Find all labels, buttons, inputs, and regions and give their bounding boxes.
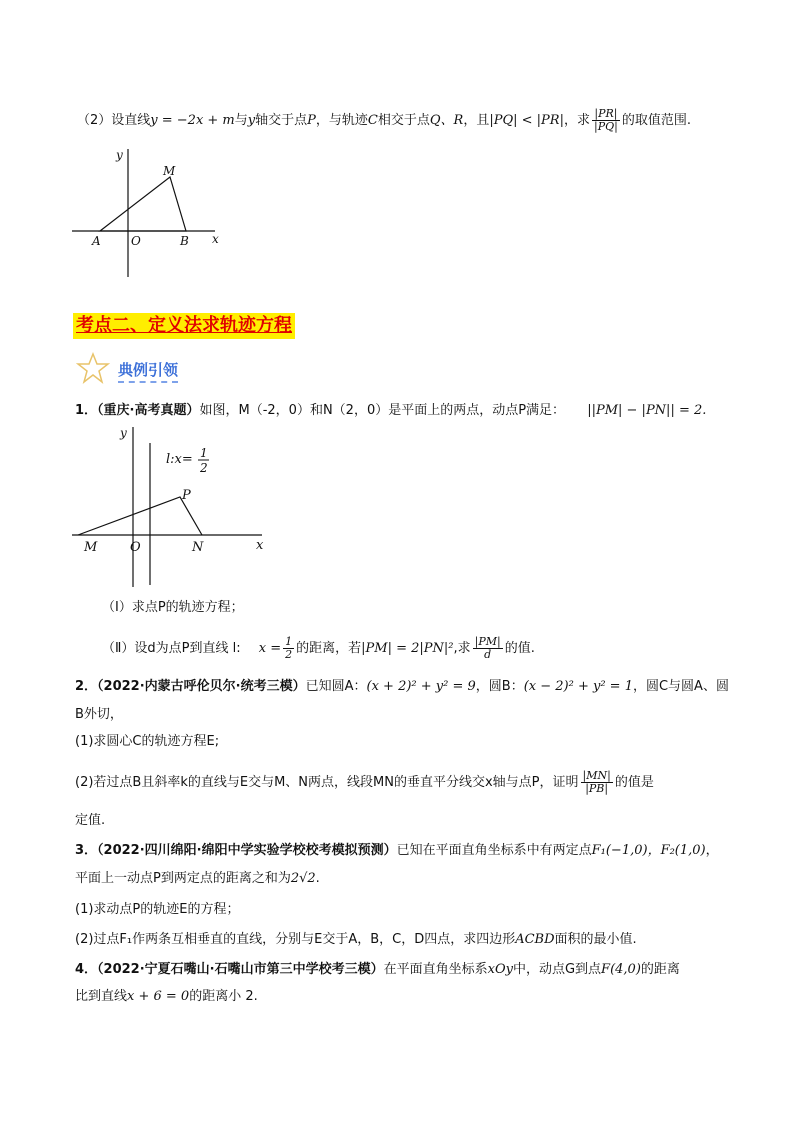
figure-triangle-amb [70,145,230,280]
label-O: O [130,540,141,555]
text: 比到直线 [75,989,128,1004]
denominator: |PB| [585,782,609,795]
label-O: O [131,234,141,248]
text: 平面上一动点P到两定点的距离之和为 [75,871,291,886]
math: P [307,113,316,128]
label-P: P [182,488,191,503]
math [581,770,613,795]
q4-line1 [75,961,680,979]
math: xOy [487,962,513,977]
q2-source: （2022·内蒙古呼伦贝尔·统考三模） [97,679,306,694]
text: ，且 [463,113,490,128]
q1-source: （重庆·高考真题） [97,403,200,418]
numerator: |PM| [474,635,501,648]
label-x: x [212,232,219,246]
triangle [100,177,186,231]
math [473,636,503,661]
denominator: |PQ| [594,120,618,133]
text: 面积的最小值. [554,932,637,947]
q3-line1 [75,842,719,860]
example-label: 典例引领 [118,359,178,383]
part2-line [77,108,691,133]
denominator: 2 [285,648,293,661]
ratio-fraction [592,108,620,133]
q4-line2 [75,988,258,1006]
math: F(4,0) [601,962,641,977]
label-N: N [192,540,204,555]
label-y: y [120,426,127,440]
math: Q、R [429,113,464,128]
q3-line3: (1)求动点P的轨迹E的方程； [75,902,240,917]
q1-condition: ||PM| − |PN|| = 2. [587,403,707,418]
text: 与 [234,113,248,128]
label-half-num: 1 [200,446,208,460]
text: 的距离，若 [296,641,362,656]
math: 2√2 [290,871,316,886]
label-half-den: 2 [200,461,208,475]
star-icon [76,352,110,384]
text: 的值是 [614,775,654,790]
text: 如图，M（-2，0）和N（2，0）是平面上的两点，动点P满足： [199,403,566,418]
math [283,636,294,661]
math: F₁(−1,0)，F₂(1,0) [591,843,706,858]
q3-source: （2022·四川绵阳·绵阳中学实验学校校考模拟预测） [97,843,397,858]
text: ， [705,843,719,858]
q1-line [75,402,706,420]
text: 已知圆A： [305,679,367,694]
text: (2)若过点B且斜率k的直线与E交与M、N两点，线段MN的垂直平分线交x轴与点P，证明 [75,775,579,790]
math: (x + 2)² + y² = 9 [366,679,476,694]
label-A: A [92,234,101,248]
q2-line5: 定值. [75,813,106,828]
bold: 3． [75,843,98,858]
math: x + 6 = 0 [127,989,190,1004]
q2-line3: (1)求圆心C的轨迹方程E; [75,734,220,749]
part2-prefix: （2）设直线 [77,113,151,128]
q4-source: （2022·宁夏石嘴山·石嘴山市第三中学校考三模） [97,962,384,977]
text: 在平面直角坐标系 [383,962,488,977]
bold: 1． [75,403,98,418]
q3-line2 [75,870,320,888]
text: 的值. [504,641,535,656]
text: 已知在平面直角坐标系中有两定点 [396,843,592,858]
label-B: B [180,234,189,248]
q2-line1 [75,678,729,696]
text: ，求 [563,113,590,128]
q3-line4 [75,931,637,949]
q2-line2: B外切， [75,707,123,722]
q1-sub2 [102,636,535,661]
math: |PM| = 2|PN|² [361,641,454,656]
numerator: 1 [285,635,293,648]
text: ，圆C与圆A、圆 [632,679,729,694]
text: 的距离小 2. [189,989,258,1004]
section-heading: 考点二、定义法求轨迹方程 [73,313,295,339]
figure-hyperbola-points [70,425,280,590]
text: （Ⅱ）设d为点P到直线 l: [102,641,241,656]
text: 的取值范围. [621,113,691,128]
text: 轴交于点 [255,113,308,128]
text: . [315,871,320,886]
text: 相交于点 [377,113,430,128]
math: ACBD [515,932,555,947]
math: C [367,113,378,128]
text: (2)过点F₁作两条互相垂直的直线，分别与E交于A，B，C，D四点，求四边形 [75,932,516,947]
label-M: M [84,540,98,555]
bold: 4． [75,962,98,977]
label-line: l:x= [166,452,193,467]
denominator: d [484,648,492,661]
inequality: |PQ| < |PR| [489,113,564,128]
q1-sub1: （Ⅰ）求点P的轨迹方程； [102,600,244,615]
label-M: M [163,164,176,178]
math: y [247,113,256,128]
text: ，圆B： [475,679,524,694]
bold: 2． [75,679,98,694]
math: x = [258,641,282,656]
text: 中，动点G到点 [512,962,602,977]
line-equation: y = −2x + m [150,113,235,128]
text: ,求 [453,641,471,656]
text: ，与轨迹 [315,113,368,128]
math: (x − 2)² + y² = 1 [523,679,633,694]
numerator: |PR| [592,108,620,121]
q2-line4 [75,770,654,795]
label-y: y [116,148,123,162]
numerator: |MN| [582,769,611,782]
label-x: x [256,538,264,553]
text: 的距离 [640,962,680,977]
